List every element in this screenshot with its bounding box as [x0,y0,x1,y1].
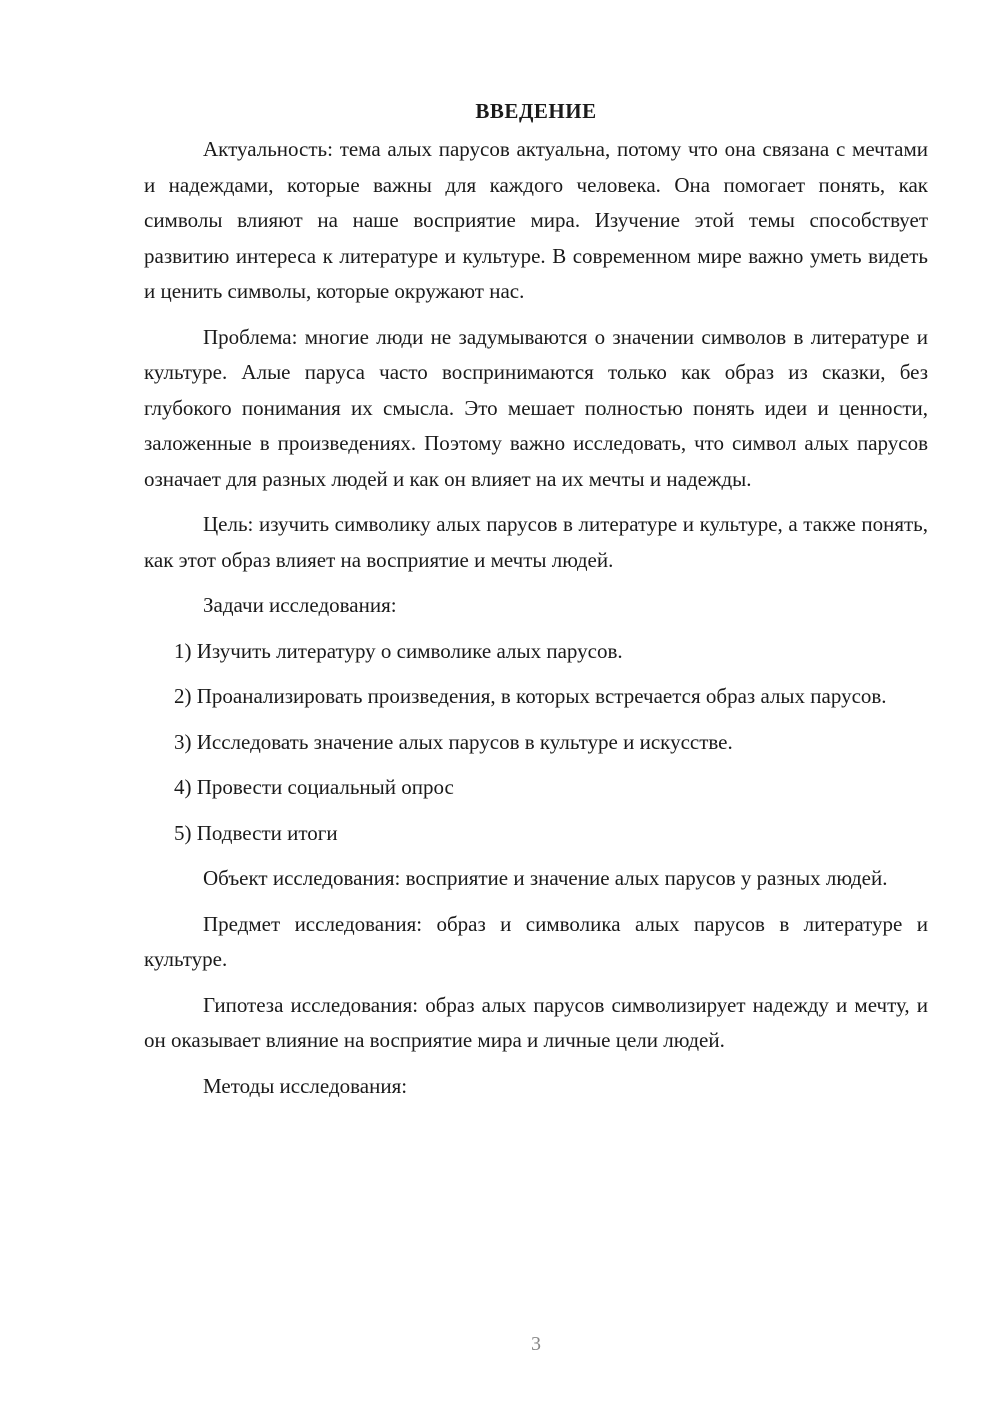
problem-paragraph: Проблема: многие люди не задумываются о значении символов в литературе и культуре. Алые паруса часто воспринимаются только как образ из сказки, без глубокого понимания их смысла. Это мешает полностью понять идеи и ценности, заложенные в произведениях. Поэтому важно исследовать, что символ алых парусов означает для разных людей и как он влияет на их мечты и надежды. [144,324,928,491]
task-item: 1) Изучить литературу о символике алых парусов. [174,638,623,663]
page-number: 3 [531,1333,541,1355]
goal-paragraph: Цель: изучить символику алых парусов в литературе и культуре, а также понять, как этот образ влияет на восприятие и мечты людей. [144,512,928,572]
task-item: 4) Провести социальный опрос [174,775,454,799]
hypothesis-paragraph: Гипотеза исследования: образ алых парусов символизирует надежду и мечту, и он оказывает влияние на восприятие мира и личные цели людей. [144,992,928,1052]
object-paragraph: Объект исследования: восприятие и значение алых парусов у разных людей. [203,866,888,890]
subject-paragraph: Предмет исследования: образ и символика алых парусов в литературе и культуре. [144,911,928,971]
relevance-paragraph: Актуальность: тема алых парусов актуальна, потому что она связана с мечтами и надеждами, которые важны для каждого человека. Она помогает понять, как символы влияют на наше восприятие мира. Изучение этой темы способствует развитию интереса к литературе и культуре. В современном мире важно уметь видеть и ценить символы, которые окружают нас. [144,137,928,303]
task-item: 2) Проанализировать произведения, в которых встречается образ алых парусов. [174,684,887,708]
task-item: 3) Исследовать значение алых парусов в культуре и искусстве. [174,729,733,754]
section-title: ВВЕДЕНИЕ [475,99,597,123]
methods-heading: Методы исследования: [203,1073,408,1098]
task-item: 5) Подвести итоги [174,820,338,845]
tasks-heading: Задачи исследования: [203,593,397,617]
document-page [144,96,928,1114]
